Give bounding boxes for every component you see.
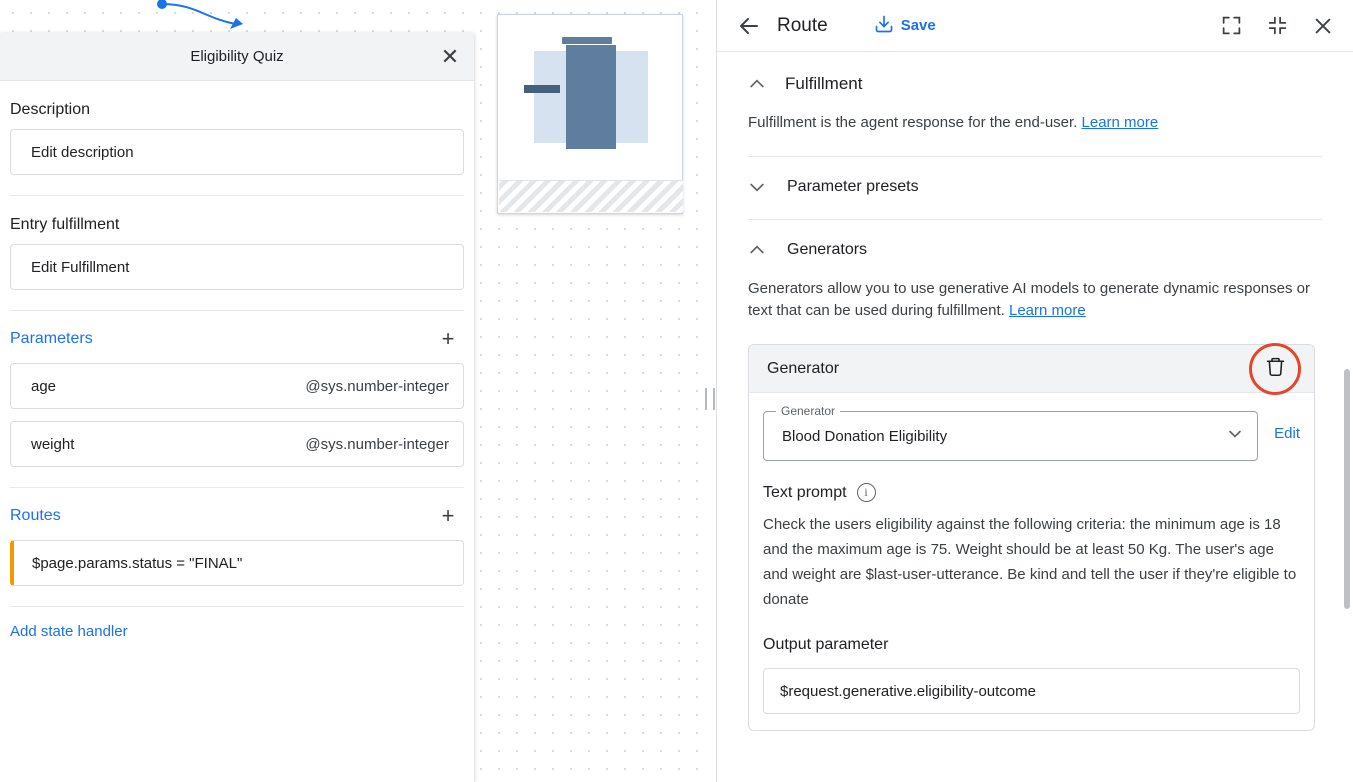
delete-generator-button[interactable] — [1258, 352, 1292, 386]
panel-splitter-handle[interactable] — [705, 388, 715, 410]
parameter-name: age — [31, 377, 57, 395]
description-field[interactable]: Edit description — [10, 129, 464, 175]
page-title: Eligibility Quiz — [190, 48, 284, 65]
parameter-type: @sys.number-integer — [305, 435, 449, 453]
entry-fulfillment-section — [0, 196, 474, 311]
list-item[interactable]: $page.params.status = "FINAL" — [10, 540, 464, 586]
generators-description-text: Generators allow you to use generative AI models to generate dynamic responses or text that can be used during fulfillment. — [748, 280, 1310, 319]
text-prompt-label: Text prompt — [763, 483, 847, 501]
page-detail-panel — [0, 33, 474, 782]
save-download-icon — [874, 14, 894, 38]
fullscreen-icon[interactable] — [1213, 8, 1249, 44]
node-hatch-area — [499, 180, 683, 212]
generator-card-body — [749, 393, 1314, 730]
generator-card-title: Generator — [767, 359, 840, 377]
save-button[interactable] — [868, 10, 942, 42]
generator-card-header — [749, 345, 1314, 393]
node-bar-left — [524, 85, 560, 93]
fulfillment-description — [717, 94, 1353, 134]
route-panel-header — [717, 0, 1353, 52]
table-row[interactable] — [10, 421, 464, 467]
canvas-node-card[interactable] — [497, 14, 683, 214]
add-route-button[interactable]: + — [434, 502, 462, 530]
generators-header[interactable] — [717, 220, 1353, 260]
generator-select-legend: Generator — [776, 404, 840, 418]
parameters-header — [10, 311, 464, 363]
route-panel-body — [717, 52, 1353, 782]
chevron-down-icon[interactable] — [747, 177, 767, 197]
description-section — [0, 81, 474, 196]
add-parameter-button[interactable]: + — [434, 325, 462, 353]
fulfillment-description-text: Fulfillment is the agent response for the end-user. — [748, 114, 1082, 131]
generators-description — [717, 260, 1353, 322]
chevron-down-icon[interactable] — [1225, 424, 1245, 449]
arrow-left-icon[interactable] — [731, 8, 767, 44]
entry-fulfillment-field[interactable]: Edit Fulfillment — [10, 244, 464, 290]
scrollbar-track[interactable] — [1344, 104, 1352, 782]
parameters-title[interactable]: Parameters — [10, 330, 93, 347]
generators-title: Generators — [787, 241, 868, 258]
text-prompt-value: Check the users eligibility against the following criteria: the minimum age is 18 and the maximum age is 75. Weight should be at least 50 Kg. The user's age and weight are $last-user-utterance. Be kind and tell the user if they're eligible to donate — [763, 516, 1297, 608]
save-button-label: Save — [900, 17, 936, 34]
generator-select[interactable] — [763, 404, 1258, 461]
parameter-type: @sys.number-integer — [305, 377, 449, 395]
parameter-name: weight — [31, 435, 75, 453]
generator-select-row — [763, 404, 1300, 461]
entry-fulfillment-label: Entry fulfillment — [10, 216, 120, 233]
fulfillment-title: Fulfillment — [785, 74, 863, 93]
chevron-up-icon[interactable] — [747, 240, 767, 260]
route-detail-panel — [716, 0, 1353, 782]
learn-more-link[interactable]: Learn more — [1008, 302, 1086, 319]
generator-select-value: Blood Donation Eligibility — [782, 427, 948, 445]
collapse-icon[interactable] — [1259, 8, 1295, 44]
info-icon[interactable]: i — [857, 483, 876, 502]
page-detail-header — [0, 33, 474, 81]
page-title: Route — [777, 14, 828, 36]
node-bar-top — [562, 37, 612, 44]
description-label: Description — [10, 101, 91, 118]
edit-generator-link[interactable]: Edit — [1274, 425, 1300, 442]
table-row[interactable] — [10, 363, 464, 409]
parameter-presets-title: Parameter presets — [787, 178, 919, 195]
header-actions — [1213, 8, 1341, 44]
output-parameter-field[interactable]: $request.generative.eligibility-outcome — [763, 668, 1300, 714]
fulfillment-section-header[interactable] — [717, 52, 1353, 94]
routes-header — [10, 488, 464, 540]
add-state-handler-link[interactable]: Add state handler — [10, 623, 128, 640]
parameter-presets-header[interactable] — [717, 157, 1353, 197]
text-prompt-label-row — [763, 461, 1300, 502]
generator-card — [748, 344, 1315, 731]
trash-icon — [1265, 356, 1286, 382]
output-parameter-label: Output parameter — [763, 636, 889, 653]
learn-more-link[interactable]: Learn more — [1081, 114, 1159, 131]
close-icon[interactable]: ✕ — [434, 41, 466, 73]
routes-title[interactable]: Routes — [10, 507, 61, 524]
node-block-dark — [566, 45, 616, 149]
scrollbar-thumb[interactable] — [1344, 369, 1350, 609]
routes-section — [0, 488, 474, 641]
parameters-section — [0, 311, 474, 488]
close-icon[interactable] — [1305, 8, 1341, 44]
chevron-up-icon[interactable] — [747, 74, 767, 94]
